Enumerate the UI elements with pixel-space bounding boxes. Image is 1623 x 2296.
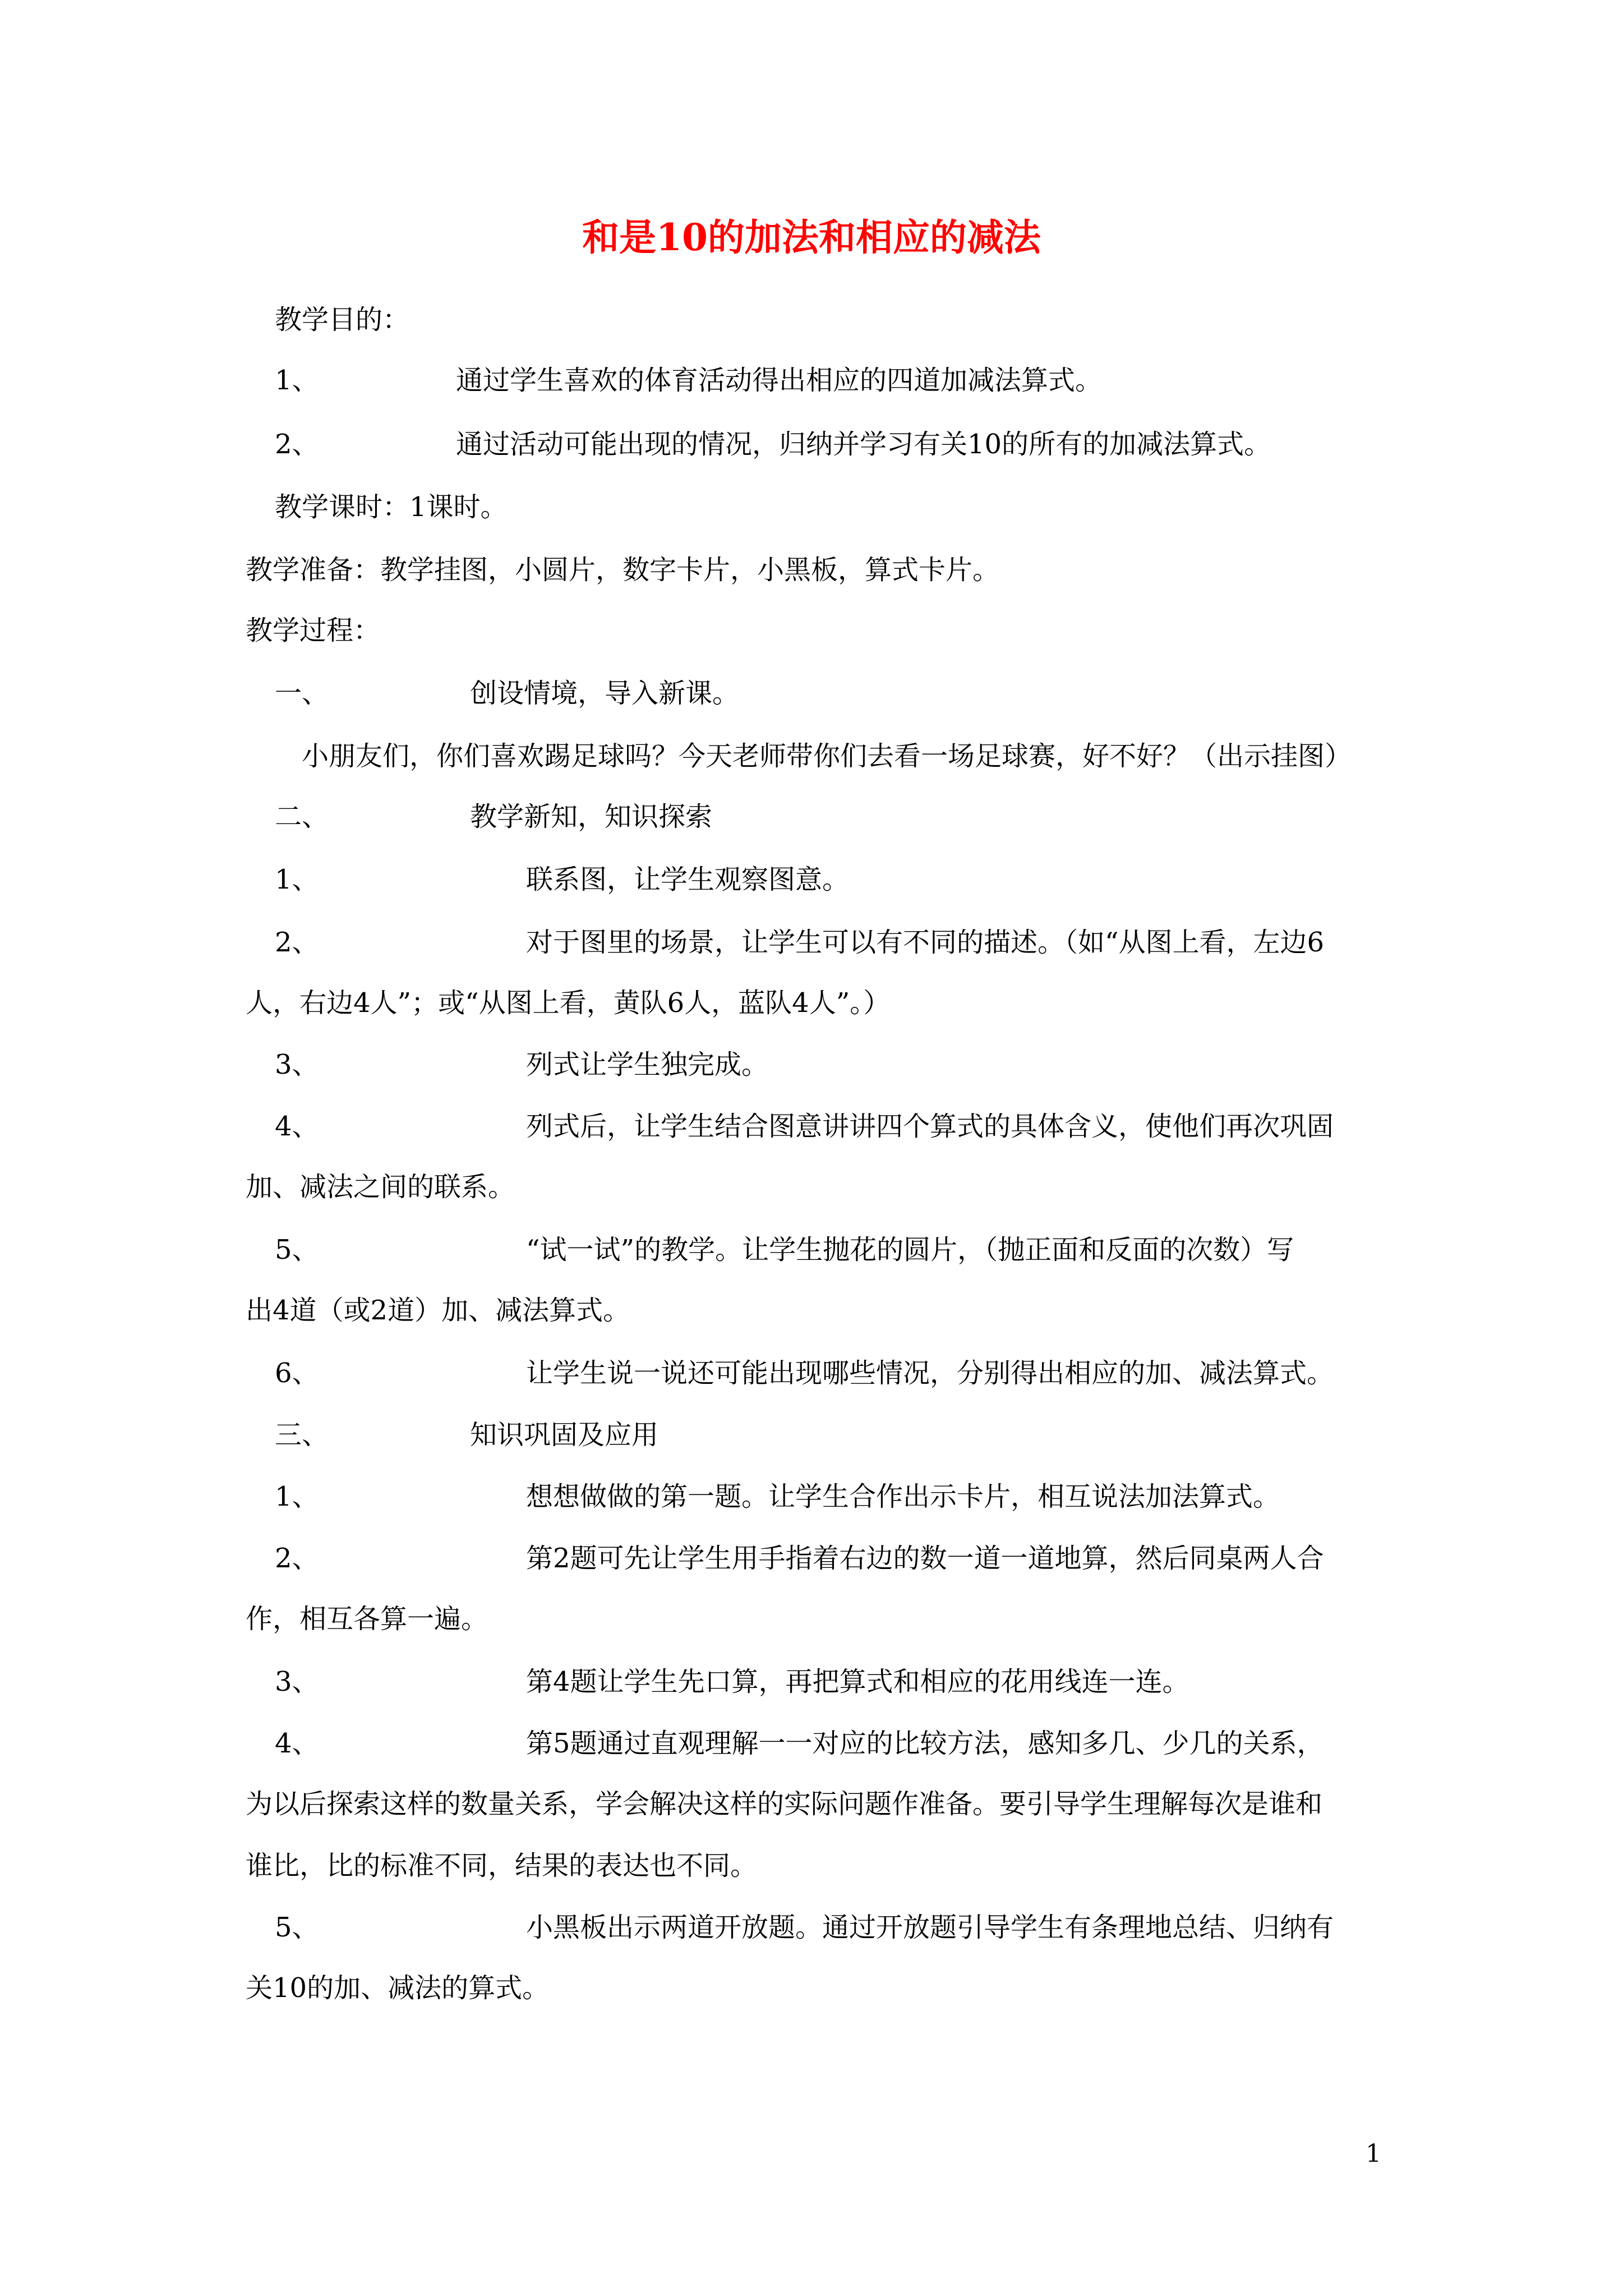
section-heading: 创设情境，导入新课。 [470,678,740,709]
list-item-text-continued: 出4道（或2道）加、减法算式。 [246,1295,630,1326]
list-item-number: 3、 [275,1049,319,1080]
list-item-text: “试一试”的教学。让学生抛花的圆片，（抛正面和反面的次数）写 [526,1234,1294,1266]
list-item-text-continued: 加、减法之间的联系。 [246,1171,515,1203]
list-item-text-continued: 作，相互各算一遍。 [246,1603,488,1635]
section-number: 一、 [275,678,329,709]
list-item-number: 1、 [275,864,319,895]
page-title: 和是10的加法和相应的减法 [582,215,1041,259]
page-number: 1 [1366,2139,1381,2168]
section-number: 三、 [275,1419,329,1451]
list-item-text: 第2题可先让学生用手指着右边的数一道一道地算，然后同桌两人合 [526,1543,1324,1574]
list-item-text: 列式后，让学生结合图意讲讲四个算式的具体含义，使他们再次巩固 [526,1111,1334,1142]
list-item-text: 小黑板出示两道开放题。通过开放题引导学生有条理地总结、归纳有 [526,1912,1334,1943]
goal-number: 1、 [275,365,319,396]
list-item-number: 2、 [275,927,319,958]
goal-text: 通过活动可能出现的情况，归纳并学习有关10的所有的加减法算式。 [456,429,1271,460]
goals-heading: 教学目的： [275,304,410,335]
list-item-number: 6、 [275,1358,319,1389]
list-item-number: 1、 [275,1481,319,1512]
list-item-text: 第5题通过直观理解一一对应的比较方法，感知多几、少几的关系， [526,1728,1324,1759]
list-item-number: 5、 [275,1912,319,1943]
section-heading: 教学新知，知识探索 [470,801,713,832]
list-item-text: 让学生说一说还可能出现哪些情况，分别得出相应的加、减法算式。 [526,1358,1334,1389]
goal-text: 通过学生喜欢的体育活动得出相应的四道加减法算式。 [456,365,1103,396]
list-item-text: 列式让学生独完成。 [526,1049,769,1080]
list-item-number: 5、 [275,1234,319,1266]
list-item-number: 4、 [275,1111,319,1142]
list-item-number: 4、 [275,1728,319,1759]
section-heading: 知识巩固及应用 [470,1419,659,1451]
list-item-text-continued: 关10的加、减法的算式。 [246,1972,550,2004]
goal-number: 2、 [275,429,319,460]
list-item-text-continued: 为以后探索这样的数量关系，学会解决这样的实际问题作准备。要引导学生理解每次是谁和 [246,1788,1323,1820]
list-item-text-continued: 人，右边4人”；或“从图上看，黄队6人，蓝队4人”。） [246,987,891,1019]
list-item-text: 联系图，让学生观察图意。 [526,864,850,895]
list-item-number: 2、 [275,1543,319,1574]
process-heading: 教学过程： [246,615,381,646]
preparation: 教学准备：教学挂图，小圆片，数字卡片，小黑板，算式卡片。 [246,554,1000,586]
list-item-text: 第4题让学生先口算，再把算式和相应的花用线连一连。 [526,1666,1189,1697]
list-item-text-continued: 谁比，比的标准不同，结果的表达也不同。 [246,1850,758,1881]
list-item-number: 3、 [275,1666,319,1697]
section-number: 二、 [275,801,329,832]
list-item-text: 对于图里的场景，让学生可以有不同的描述。（如“从图上看，左边6 [526,927,1325,958]
intro-paragraph: 小朋友们，你们喜欢踢足球吗？今天老师带你们去看一场足球赛，好不好？（出示挂图） [302,740,1352,772]
class-hours: 教学课时：1课时。 [275,491,508,523]
list-item-text: 想想做做的第一题。让学生合作出示卡片，相互说法加法算式。 [526,1481,1280,1512]
